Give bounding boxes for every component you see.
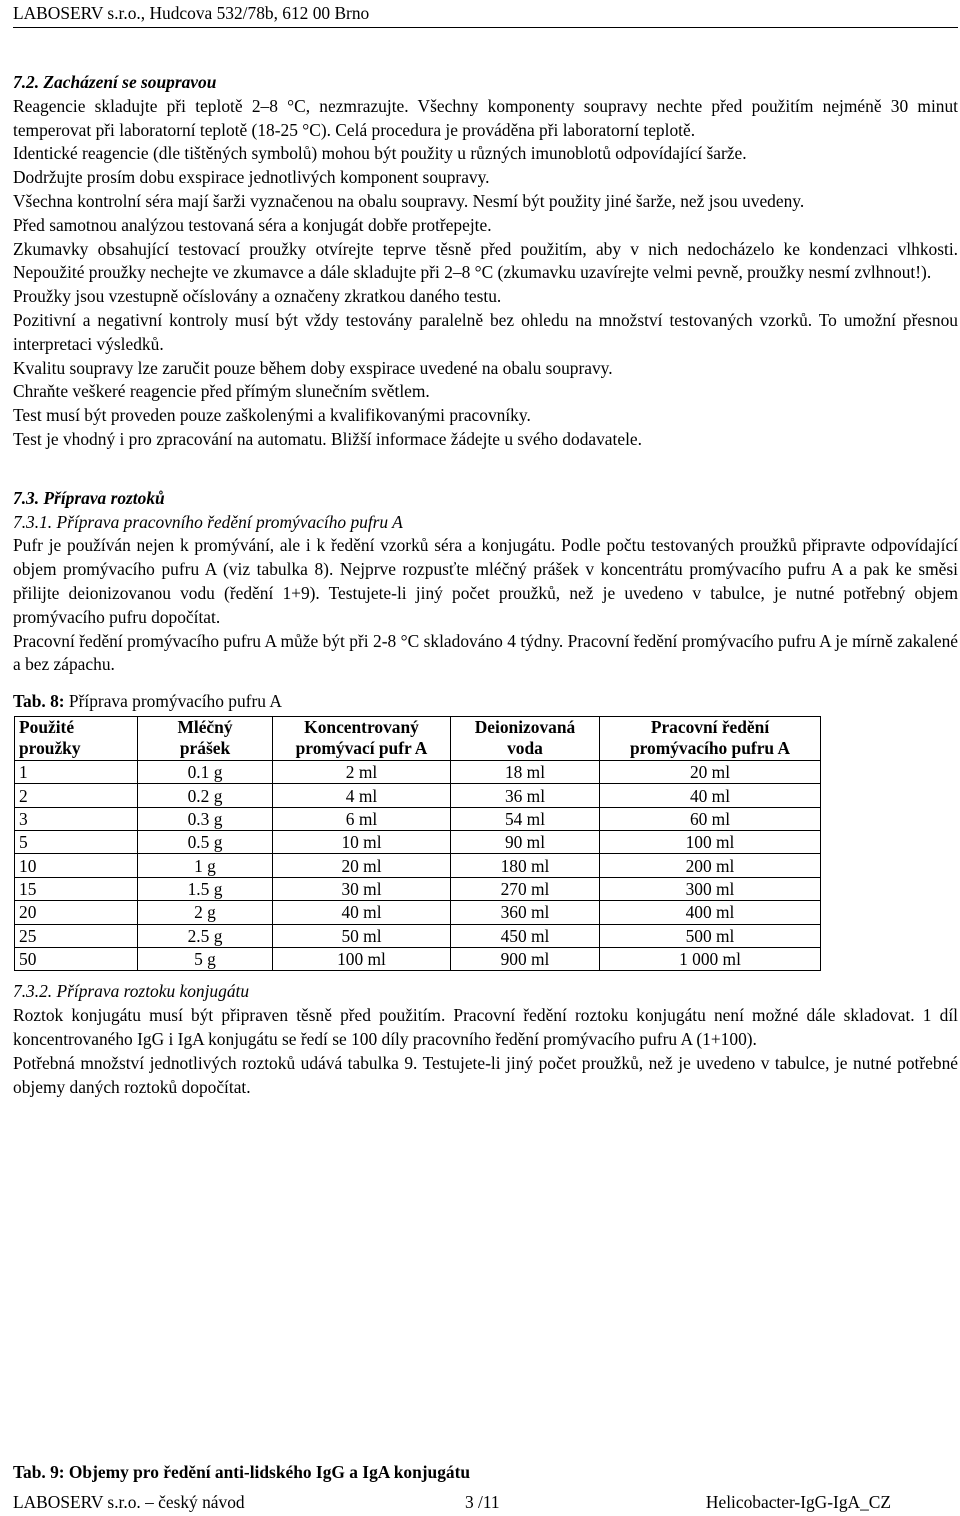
table-cell: 0.1 g — [138, 760, 273, 783]
footer-page-number: 3 /11 — [465, 1492, 500, 1512]
table-cell: 15 — [15, 877, 138, 900]
paragraph: Pracovní ředění promývacího pufru A může být při 2-8 °C skladováno 4 týdny. Pracovní ředění promývacího pufru A je mírně zakalené a bez zápachu. — [13, 630, 958, 675]
table-cell: 0.2 g — [138, 784, 273, 807]
table-cell: 36 ml — [451, 784, 600, 807]
table-cell: 5 g — [138, 948, 273, 971]
table-8-body — [15, 760, 821, 971]
table-header-cell: Mléčný prášek — [138, 716, 273, 760]
table-cell: 0.5 g — [138, 831, 273, 854]
table-8-caption-label: Tab. 8: — [13, 691, 65, 712]
table-9-caption: Tab. 9: Objemy pro ředění anti-lidského IgG a IgA konjugátu — [13, 1462, 471, 1482]
paragraph: Zkumavky obsahující testovací proužky otvírejte teprve těsně před použitím, aby v nich nedocházelo ke kondenzaci vlhkosti. Nepoužité proužky nechejte ve zkumavce a dále skladujte při 2–8 °C (zkumavku uzavírejte velmi pevně, proužky nesmí zvlhnout!). — [13, 238, 958, 283]
table-cell: 1 000 ml — [600, 948, 821, 971]
paragraph: Roztok konjugátu musí být připraven těsně před použitím. Pracovní ředění roztoku konjugátu není možné dále skladovat. 1 díl koncentrovaného IgG i IgA konjugátu se ředí se 100 díly pracovního ředění promývacího pufru A (1+100). — [13, 1005, 958, 1050]
paragraph: Test musí být proveden pouze zaškolenými a kvalifikovanými pracovníky. — [13, 405, 531, 426]
table-cell: 180 ml — [451, 854, 600, 877]
table-row — [15, 760, 821, 783]
table-cell: 4 ml — [273, 784, 451, 807]
table-cell: 2 g — [138, 901, 273, 924]
table-header-cell: Použité proužky — [15, 716, 138, 760]
table-cell: 500 ml — [600, 924, 821, 947]
table-cell: 1 — [15, 760, 138, 783]
table-header-cell: Koncentrovaný promývací pufr A — [273, 716, 451, 760]
table-cell: 100 ml — [273, 948, 451, 971]
paragraph: Všechna kontrolní séra mají šarži vyznačenou na obalu soupravy. Nesmí být použity jiné šarže, než jsou uvedeny. — [13, 190, 805, 211]
table-row — [15, 807, 821, 830]
header-rule — [13, 27, 958, 28]
subsection-heading-7-3-1: 7.3.1. Příprava pracovního ředění promývacího pufru A — [13, 511, 403, 532]
table-cell: 40 ml — [600, 784, 821, 807]
table-cell: 50 ml — [273, 924, 451, 947]
table-cell: 10 ml — [273, 831, 451, 854]
table-cell: 450 ml — [451, 924, 600, 947]
table-cell: 400 ml — [600, 901, 821, 924]
table-cell: 60 ml — [600, 807, 821, 830]
table-cell: 200 ml — [600, 854, 821, 877]
paragraph: Identické reagencie (dle tištěných symbolů) mohou být použity u různých imunoblotů odpovídající šarže. — [13, 143, 747, 164]
table-cell: 100 ml — [600, 831, 821, 854]
table-cell: 3 — [15, 807, 138, 830]
paragraph: Test je vhodný i pro zpracování na automatu. Bližší informace žádejte u svého dodavatele. — [13, 428, 642, 449]
paragraph: Kvalitu soupravy lze zaručit pouze během doby exspirace uvedené na obalu soupravy. — [13, 357, 613, 378]
section-heading-7-3: 7.3. Příprava roztoků — [13, 487, 165, 508]
table-8-caption-text: Příprava promývacího pufru A — [64, 691, 282, 712]
table-cell: 20 — [15, 901, 138, 924]
table-cell: 20 ml — [273, 854, 451, 877]
table-cell: 20 ml — [600, 760, 821, 783]
table-header-cell: Deionizovaná voda — [451, 716, 600, 760]
page-header: LABOSERV s.r.o., Hudcova 532/78b, 612 00 Brno — [13, 3, 370, 23]
table-cell: 6 ml — [273, 807, 451, 830]
table-cell: 10 — [15, 854, 138, 877]
table-row — [15, 924, 821, 947]
table-cell: 0.3 g — [138, 807, 273, 830]
section-heading-7-2: 7.2. Zacházení se soupravou — [13, 72, 217, 92]
table-cell: 900 ml — [451, 948, 600, 971]
table-8 — [14, 716, 821, 972]
table-row — [15, 901, 821, 924]
table-cell: 54 ml — [451, 807, 600, 830]
subsection-heading-7-3-2: 7.3.2. Příprava roztoku konjugátu — [13, 981, 250, 1002]
footer-company: LABOSERV s.r.o. – český návod — [13, 1492, 245, 1512]
table-cell: 1.5 g — [138, 877, 273, 900]
paragraph: Potřebná množství jednotlivých roztoků udává tabulka 9. Testujete-li jiný počet proužků, než je uvedeno v tabulce, je nutné potřebné objemy daných roztoků dopočítat. — [13, 1052, 958, 1097]
paragraph: Pufr je používán nejen k promývání, ale i k ředění vzorků séra a konjugátu. Podle počtu testovaných proužků připravte odpovídající objem promývacího pufru A (viz tabulka 8). Nejprve rozpusťte mléčný prášek v koncentrátu promývacího pufru A a pak ke směsi přilijte deionizovanou vodu (ředění 1+9). Testujete-li jiný počet proužků, než je uvedeno v tabulce, je nutné potřebný objem promývacího pufru dopočítat. — [13, 535, 958, 627]
table-cell: 30 ml — [273, 877, 451, 900]
table-cell: 50 — [15, 948, 138, 971]
table-cell: 90 ml — [451, 831, 600, 854]
table-8-caption — [13, 690, 958, 714]
table-cell: 40 ml — [273, 901, 451, 924]
table-row — [15, 831, 821, 854]
table-row — [15, 854, 821, 877]
table-cell: 5 — [15, 831, 138, 854]
page-footer — [13, 1491, 958, 1515]
document-body — [13, 71, 958, 1099]
table-cell: 25 — [15, 924, 138, 947]
footer-document-id: Helicobacter-IgG-IgA_CZ — [705, 1492, 891, 1512]
table-header-row — [15, 716, 821, 760]
table-cell: 270 ml — [451, 877, 600, 900]
table-cell: 360 ml — [451, 901, 600, 924]
spacer — [13, 452, 958, 476]
paragraph: Před samotnou analýzou testovaná séra a konjugát dobře protřepejte. — [13, 214, 492, 235]
table-cell: 1 g — [138, 854, 273, 877]
table-row — [15, 948, 821, 971]
table-cell: 300 ml — [600, 877, 821, 900]
paragraph: Pozitivní a negativní kontroly musí být vždy testovány paralelně bez ohledu na množství testovaných vzorků. To umožní přesnou interpretaci výsledků. — [13, 309, 958, 354]
table-cell: 2.5 g — [138, 924, 273, 947]
table-cell: 2 — [15, 784, 138, 807]
paragraph: Reagencie skladujte při teplotě 2–8 °C, nezmrazujte. Všechny komponenty soupravy nechte před použitím nejméně 30 minut temperovat při laboratorní teplotě (18-25 °C). Celá procedura je prováděna při laboratorní teplotě. — [13, 95, 958, 140]
paragraph: Dodržujte prosím dobu exspirace jednotlivých komponent soupravy. — [13, 167, 490, 188]
table-cell: 18 ml — [451, 760, 600, 783]
paragraph: Chraňte veškeré reagencie před přímým slunečním světlem. — [13, 381, 430, 402]
table-row — [15, 784, 821, 807]
table-header-cell: Pracovní ředění promývacího pufru A — [600, 716, 821, 760]
table-row — [15, 877, 821, 900]
table-cell: 2 ml — [273, 760, 451, 783]
paragraph: Proužky jsou vzestupně očíslovány a označeny zkratkou daného testu. — [13, 286, 502, 307]
